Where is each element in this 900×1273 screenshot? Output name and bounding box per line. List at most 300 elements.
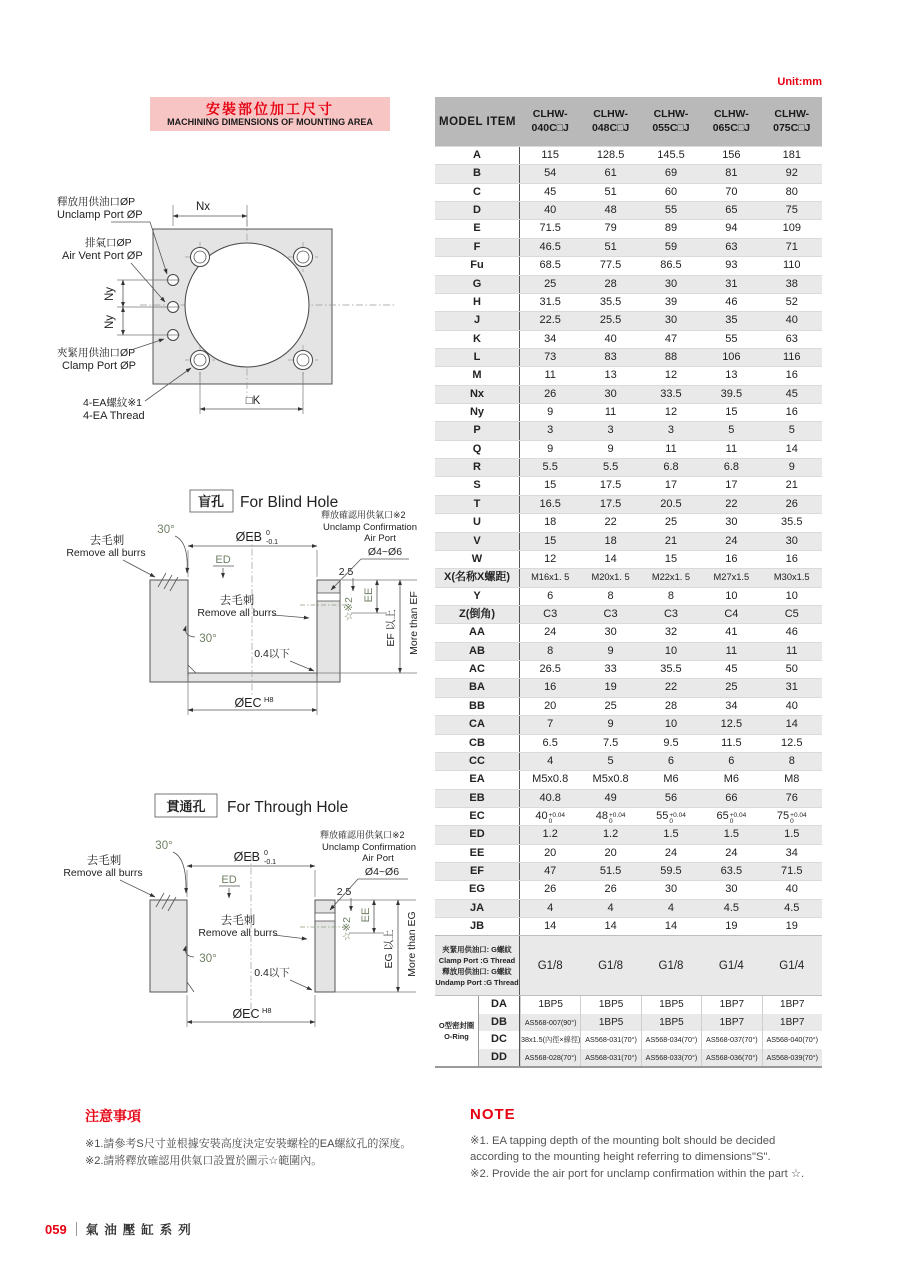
dim-value: 94: [725, 222, 738, 235]
dim-value: 5: [728, 424, 735, 437]
table-row: [435, 734, 822, 752]
dim-label: T: [435, 496, 520, 513]
dim-label: Nx: [435, 386, 520, 403]
dim-value: 35: [725, 314, 738, 327]
table-row: [435, 275, 822, 293]
table-row: [435, 238, 822, 256]
dim-k: □K: [245, 395, 261, 407]
model-column-header: [520, 108, 580, 134]
deburr-inner-zh: 去毛刺: [219, 595, 255, 607]
dim-label: H: [435, 294, 520, 311]
dim-value: M5x0.8: [532, 773, 569, 786]
banner-title-en: MACHINING DIMENSIONS OF MOUNTING AREA: [167, 116, 373, 127]
dim-value: 50: [785, 663, 798, 676]
dim-value: 34: [725, 699, 738, 712]
dim-value: 26.5: [539, 663, 561, 676]
dim-value: 3: [607, 424, 614, 437]
dim-value: 15: [544, 479, 557, 492]
dim-value: 60: [664, 185, 678, 198]
dim-value: 8: [607, 589, 614, 602]
dim-label: Y: [435, 588, 520, 605]
dim-value: 46.5: [539, 240, 561, 253]
through-hole-diagram: [60, 782, 440, 1042]
page-footer: [45, 1220, 197, 1238]
dim-value: M8: [784, 773, 800, 786]
oring-value: 1BP5: [580, 1014, 640, 1032]
confirm-port-dia: Ø4~Ø6: [367, 546, 403, 558]
model-line2: 048C□J: [591, 121, 630, 134]
dim-label: AA: [435, 624, 520, 641]
dim-value: 76: [785, 791, 798, 804]
table-row: [435, 789, 822, 807]
table-row: [435, 697, 822, 715]
dim-value: 20: [544, 699, 557, 712]
dim-value: 51.5: [599, 865, 622, 878]
dim-value: C3: [663, 607, 678, 620]
dim-value: 71: [785, 240, 798, 253]
angle-top-label: 30°: [157, 524, 175, 536]
dim-value: 15: [664, 552, 678, 565]
dim-value: 34: [785, 846, 798, 859]
oring-value: 1BP7: [701, 996, 761, 1014]
dim-value: 30: [664, 277, 678, 290]
dim-value: 25.5: [599, 314, 622, 327]
dim-label: AC: [435, 661, 520, 678]
dim-value: 16: [785, 406, 798, 419]
table-row: [435, 293, 822, 311]
dim-value: 14: [604, 552, 617, 565]
dim-ec-sup: H8: [262, 1006, 272, 1015]
dim-value: 110: [782, 259, 801, 272]
dim-value: 55: [725, 332, 738, 345]
dim-value: 106: [722, 350, 741, 363]
dim-eg-en: More than EG: [406, 911, 418, 977]
dim-eb-sup: 0: [266, 530, 270, 537]
oring-value: AS568-031(70°): [580, 1031, 640, 1049]
dim-value: 83: [604, 350, 617, 363]
table-row: [435, 568, 822, 586]
dim-value: 12.5: [781, 736, 803, 749]
dim-value: 56: [664, 791, 678, 804]
dim-value: 109: [782, 222, 801, 235]
dim-value: 9.5: [663, 736, 679, 749]
port-thread-value: G1/8: [537, 959, 563, 972]
dim-label: K: [435, 331, 520, 348]
dim-value: 45: [725, 663, 738, 676]
dim-value: 28: [664, 699, 678, 712]
dim-value: 15: [544, 534, 557, 547]
dim-label: EC: [435, 808, 520, 825]
unclamp-port-label-en: Unclamp Port ØP: [57, 209, 143, 221]
model-line1: CLHW-: [593, 108, 628, 121]
dim-value: 55 +0.04 0: [656, 809, 686, 826]
dim-value: 19: [785, 920, 798, 933]
dim-label: BA: [435, 679, 520, 696]
table-row: [435, 421, 822, 439]
dim-value: 7: [547, 718, 554, 731]
dim-label: C: [435, 184, 520, 201]
model-line1: CLHW-: [532, 108, 568, 121]
dim-value: C4: [724, 607, 739, 620]
table-row: [435, 495, 822, 513]
oring-row: [479, 996, 822, 1014]
notes-en-section: [470, 1106, 825, 1182]
confirm-port-zh: 釋放確認用供氣口※2: [320, 830, 405, 840]
dim-value: 5: [788, 424, 795, 437]
oring-row-label: DC: [479, 1031, 520, 1049]
dim-value: 20: [604, 846, 617, 859]
model-line1: CLHW-: [713, 108, 749, 121]
clamp-port-label-en: Clamp Port ØP: [62, 360, 136, 372]
oring-row-label: DA: [479, 996, 520, 1014]
dim-value: 30: [785, 534, 798, 547]
oring-label: [435, 996, 479, 1066]
angle-bottom-label: 30°: [199, 633, 217, 645]
table-row: [435, 880, 822, 898]
notes-en-heading: NOTE: [470, 1106, 516, 1123]
oring-row-label: DD: [479, 1049, 520, 1067]
dim-value: 31.5: [539, 295, 561, 308]
table-row: [435, 366, 822, 384]
dim-value: 79: [604, 222, 617, 235]
dim-eb-sub: -0.1: [266, 539, 279, 546]
dim-value: 6: [728, 754, 735, 767]
dim-value: 12: [544, 552, 557, 565]
dim-label: Q: [435, 441, 520, 458]
dim-value: 9: [607, 718, 614, 731]
oring-row: [479, 1031, 822, 1049]
dim-25: 2.5: [336, 886, 352, 898]
flatness-label: 0.4以下: [254, 967, 290, 979]
dim-value: 33.5: [660, 387, 682, 400]
dim-value: 88: [664, 350, 678, 363]
dim-label: Z(倒角): [435, 606, 520, 623]
unclamp-port-label-zh: 釋放用供油口ØP: [57, 196, 136, 208]
unit-label: Unit:mm: [777, 76, 822, 88]
model-line2: 040C□J: [531, 121, 569, 134]
note-line: ※2. Provide the air port for unclamp confirmation within the part ☆.: [470, 1167, 805, 1180]
dim-value: 17.5: [599, 479, 622, 492]
dim-value: 69: [664, 167, 678, 180]
table-row: [435, 550, 822, 568]
dim-eb: ØEB: [233, 850, 260, 864]
dim-value: 11: [725, 442, 738, 455]
dim-value: 25: [725, 681, 738, 694]
dim-value: 5.5: [542, 461, 558, 474]
model-line2: 075C□J: [773, 121, 811, 134]
confirm-port-en1: Unclamp Confirmation: [323, 522, 417, 533]
dim-value: 30: [604, 387, 617, 400]
dim-value: 48 +0.04 0: [595, 809, 626, 826]
dim-value: 19: [725, 920, 738, 933]
dim-value: 34: [544, 332, 557, 345]
table-row: [435, 844, 822, 862]
confirm-port-zh: 釋放確認用供氣口※2: [321, 510, 406, 520]
dim-value: 66: [725, 791, 738, 804]
dim-value: 13: [725, 369, 738, 382]
dim-value: 11: [786, 644, 798, 657]
dim-label: V: [435, 533, 520, 550]
dim-value: M6: [723, 773, 739, 786]
dim-value: 47: [664, 332, 678, 345]
dim-value: 1.5: [663, 828, 679, 841]
table-row: [435, 660, 822, 678]
dim-value: 21: [785, 479, 798, 492]
dim-value: 46: [725, 295, 738, 308]
dim-value: 40: [785, 883, 798, 896]
dim-value: C5: [784, 607, 799, 620]
port-label-line: 夾緊用供油口: G螺紋: [442, 944, 512, 954]
model-column-header: [762, 108, 822, 134]
dim-value: 40 +0.04 0: [535, 809, 566, 826]
model-item-header: MODEL ITEM: [439, 115, 516, 128]
dim-value: 9: [547, 406, 554, 419]
dim-value: 77.5: [599, 259, 622, 272]
banner-title-zh: 安裝部位加工尺寸: [206, 100, 334, 117]
dim-label: G: [435, 276, 520, 293]
dim-value: 11: [544, 369, 556, 382]
confirm-port-en2: Air Port: [362, 853, 394, 864]
dim-label: CC: [435, 753, 520, 770]
dim-value: 116: [782, 350, 801, 363]
dim-label: EE: [435, 845, 520, 862]
dim-value: 14: [544, 920, 557, 933]
dim-value: 10: [664, 644, 678, 657]
dim-value: 1.5: [723, 828, 740, 841]
dim-ee: EE: [360, 907, 372, 923]
dim-value: 4.5: [723, 901, 740, 914]
dim-eb: ØEB: [235, 530, 262, 544]
dim-value: M16x1. 5: [531, 572, 570, 583]
port-thread-row: [435, 935, 822, 995]
dim-value: 40.8: [539, 791, 561, 804]
blind-hole-diagram: [65, 480, 435, 742]
dim-value: M20x1. 5: [591, 572, 630, 583]
dim-value: 52: [785, 295, 798, 308]
dim-value: 8: [547, 644, 554, 657]
oring-value: 1BP7: [762, 1014, 822, 1032]
dim-label: EB: [435, 790, 520, 807]
deburr-inner-zh: 去毛刺: [220, 915, 256, 927]
dim-value: 51: [604, 240, 617, 253]
dim-value: 12: [664, 369, 678, 382]
dim-value: 115: [541, 149, 559, 161]
blind-hole-title-zh: 盲孔: [197, 494, 225, 509]
dim-value: 18: [544, 516, 557, 529]
note-line: ※1.請參考S尺寸並根據安裝高度決定安裝螺栓的EA螺紋孔的深度。: [85, 1138, 412, 1150]
table-row: [435, 458, 822, 476]
dim-value: 14: [664, 920, 678, 933]
dim-label: E: [435, 220, 520, 237]
oring-block: [435, 995, 822, 1066]
dim-value: 7.5: [602, 736, 619, 749]
oring-value: AS568-028(70°): [520, 1049, 580, 1067]
flatness-label: 0.4以下: [254, 648, 290, 660]
dim-value: 54: [544, 167, 557, 180]
dim-ed: ED: [215, 554, 231, 566]
dim-label: R: [435, 459, 520, 476]
star-note: ☆※2: [341, 916, 353, 942]
table-row: [435, 825, 822, 843]
dim-value: 81: [725, 167, 738, 180]
dim-value: 63: [785, 332, 798, 345]
dim-value: 89: [664, 222, 678, 235]
dim-value: M5x0.8: [592, 773, 629, 786]
dim-value: 71.5: [539, 222, 561, 235]
dim-value: C3: [543, 607, 558, 620]
dim-value: 11: [725, 644, 738, 657]
port-thread-value: G1/4: [779, 959, 805, 972]
port-thread-value: G1/4: [718, 959, 744, 972]
clamp-port-label-zh: 夾緊用供油口ØP: [57, 347, 136, 359]
dim-label: CA: [435, 716, 520, 733]
dim-value: 10: [664, 718, 678, 731]
dim-label: X(名称X螺距): [435, 569, 520, 586]
dim-ec: ØEC: [234, 696, 262, 710]
dim-label: JA: [435, 900, 520, 917]
dim-value: 32: [664, 626, 678, 639]
dim-value: M30x1.5: [773, 572, 810, 583]
dim-value: 40: [785, 314, 798, 327]
dim-value: 39.5: [720, 387, 743, 400]
oring-value: AS568-031(70°): [580, 1049, 640, 1067]
dim-value: 24: [664, 846, 678, 859]
dim-value: 59: [664, 240, 678, 253]
dim-label: F: [435, 239, 520, 256]
angle-bottom-label: 30°: [199, 953, 217, 965]
dim-value: 26: [544, 387, 557, 400]
dim-value: 63: [725, 240, 738, 253]
oring-value: AS568-037(70°): [701, 1031, 761, 1049]
dim-label: S: [435, 477, 520, 494]
dim-value: 24: [544, 626, 557, 639]
table-row: [435, 862, 822, 880]
dim-value: 145.5: [657, 149, 685, 161]
table-row: [435, 183, 822, 201]
port-label-line: Undamp Port :G Thread: [435, 978, 519, 988]
dim-value: 3: [667, 424, 675, 437]
dim-ec: ØEC: [232, 1007, 260, 1021]
dim-value: 4: [607, 901, 614, 914]
port-thread-label: [435, 936, 520, 995]
through-hole-section: [150, 893, 335, 992]
dim-label: B: [435, 165, 520, 182]
oring-value: AS568-033(70°): [641, 1049, 701, 1067]
table-row: [435, 201, 822, 219]
oring-value: AS568-039(70°): [762, 1049, 822, 1067]
dim-value: 15: [725, 406, 738, 419]
dim-value: 80: [785, 185, 798, 198]
table-row: [435, 348, 822, 366]
dim-value: 4: [547, 754, 554, 767]
model-line2: 055C□J: [652, 121, 690, 134]
dim-value: 48: [604, 204, 617, 217]
dim-ef-zh: EF 以上: [385, 609, 397, 647]
dim-value: 11: [665, 442, 677, 455]
table-row: [435, 623, 822, 641]
dim-value: 4.5: [784, 901, 800, 914]
table-row: [435, 219, 822, 237]
table-row: [435, 587, 822, 605]
note-line: according to the mounting height referring to dimensions"S".: [470, 1151, 771, 1164]
dim-label: JB: [435, 918, 520, 935]
oring-value: AS568-036(70°): [701, 1049, 761, 1067]
dim-value: 1.5: [784, 828, 800, 841]
table-row: [435, 256, 822, 274]
oring-value: 1BP5: [580, 996, 640, 1014]
dim-ed: ED: [221, 874, 237, 886]
table-row: [435, 440, 822, 458]
port-label-line: 釋放用供油口: G螺紋: [442, 966, 512, 976]
dim-label: Ny: [435, 404, 520, 421]
model-line1: CLHW-: [653, 108, 689, 121]
dim-value: 9: [547, 442, 554, 455]
oring-row-label: DB: [479, 1014, 520, 1032]
dim-ny-lower: Ny: [104, 314, 116, 330]
table-row: [435, 476, 822, 494]
dim-value: 65: [725, 204, 738, 217]
dim-value: 9: [607, 644, 614, 657]
dim-value: 6.5: [542, 736, 558, 749]
dim-value: 25: [664, 516, 678, 529]
dim-label: P: [435, 422, 520, 439]
mounting-face-diagram: [55, 192, 415, 432]
star-note: ☆※2: [343, 596, 355, 622]
dim-value: 20: [544, 846, 557, 859]
oring-value: 1BP7: [701, 1014, 761, 1032]
dim-value: 14: [785, 718, 798, 731]
dim-value: 49: [604, 791, 617, 804]
oring-label-en: O-Ring: [444, 1032, 469, 1042]
through-hole-title-en: For Through Hole: [227, 799, 349, 816]
dim-value: 93: [725, 259, 738, 272]
footer-divider: [76, 1222, 77, 1236]
dim-value: 30: [604, 626, 617, 639]
dim-value: 51: [604, 185, 617, 198]
dim-label: W: [435, 551, 520, 568]
table-row: [435, 513, 822, 531]
dim-value: 12.5: [720, 718, 743, 731]
dim-value: 40: [785, 699, 798, 712]
deburr-inner-en: Remove all burrs: [198, 927, 278, 939]
table-row: [435, 164, 822, 182]
deburr-outer-zh: 去毛刺: [86, 855, 122, 867]
dim-value: 4: [667, 901, 675, 914]
dim-value: 47: [544, 865, 557, 878]
dim-value: 6.8: [723, 461, 740, 474]
dim-value: 19: [604, 681, 617, 694]
table-header: [435, 97, 822, 146]
dim-ec-sup: H8: [264, 695, 274, 704]
oring-value: AS568-007(90°): [520, 1014, 580, 1032]
dim-value: 16: [785, 552, 798, 565]
oring-value: 1BP5: [641, 996, 701, 1014]
dim-label: D: [435, 202, 520, 219]
dim-value: 16: [544, 681, 557, 694]
dim-label: L: [435, 349, 520, 366]
dim-value: 68.5: [539, 259, 561, 272]
dim-value: 16: [725, 552, 738, 565]
table-row: [435, 752, 822, 770]
dim-value: 11: [604, 406, 617, 419]
dim-value: 6: [667, 754, 675, 767]
dim-value: 10: [725, 589, 738, 602]
dim-value: 59.5: [660, 865, 682, 878]
deburr-outer-en: Remove all burrs: [66, 547, 146, 559]
dim-label: AB: [435, 643, 520, 660]
model-line1: CLHW-: [774, 108, 810, 121]
dim-value: 22: [664, 681, 678, 694]
